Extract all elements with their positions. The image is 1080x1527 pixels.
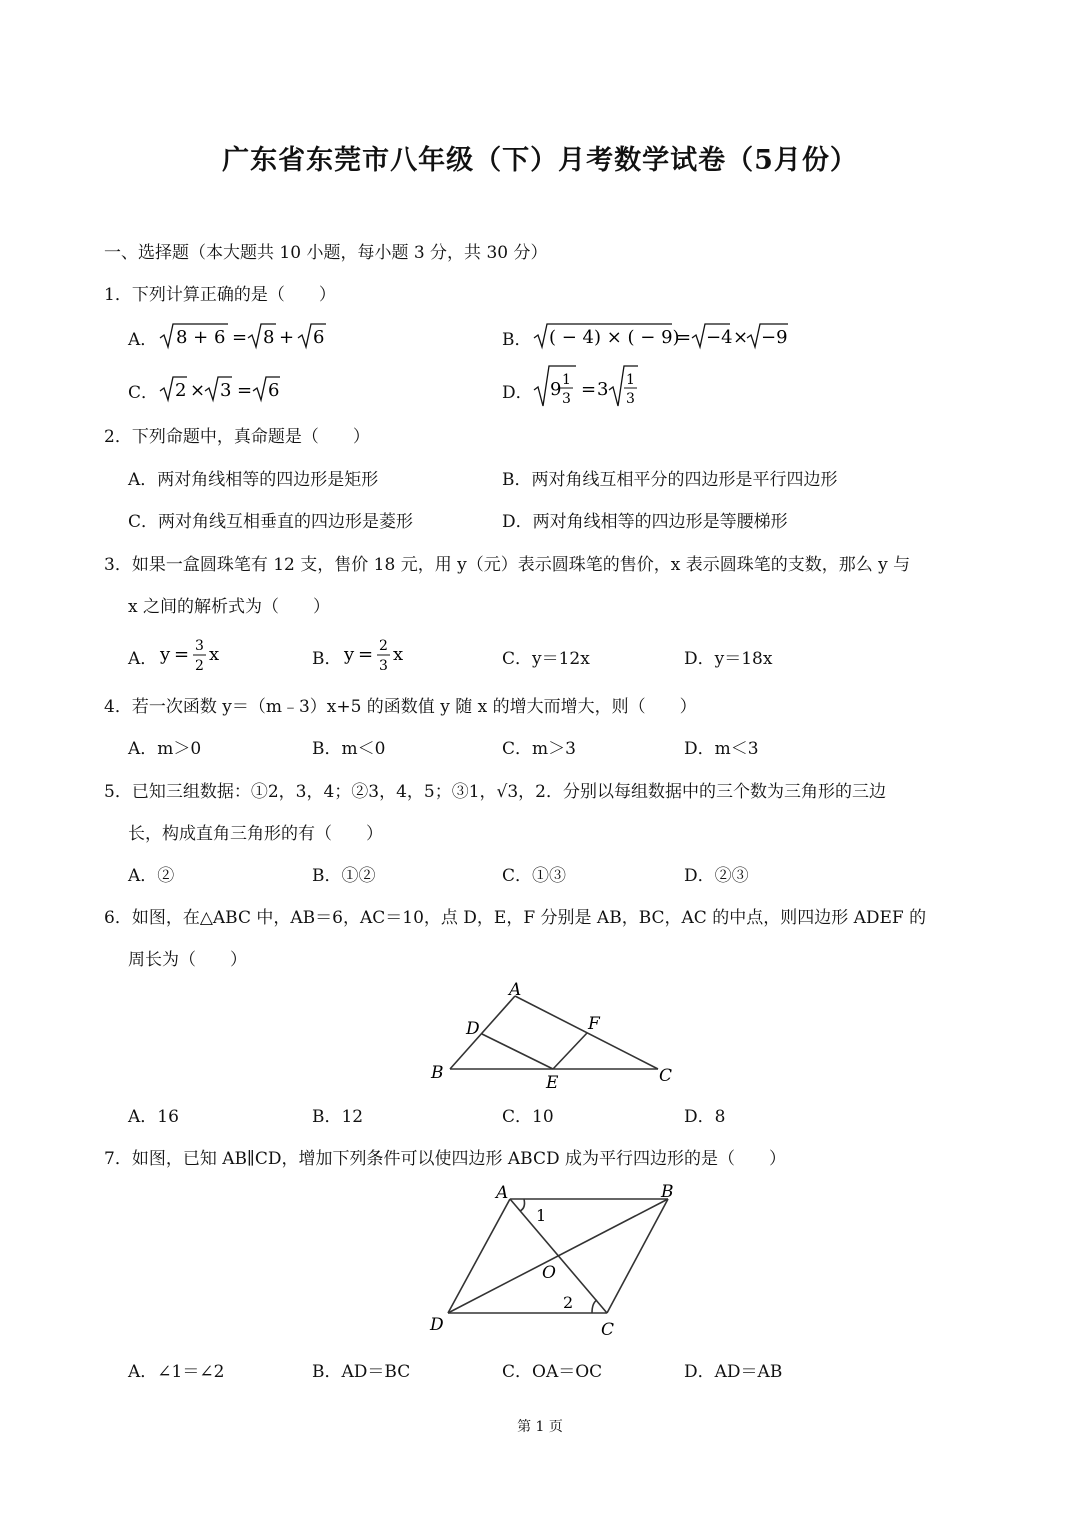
q1d-den: 3 [562, 391, 571, 407]
q5-option-b: B．①② [312, 866, 376, 886]
svg-text:=: = [581, 379, 597, 400]
q3-option-a-formula [158, 632, 238, 676]
q2-option-c: C．两对角线互相垂直的四边形是菱形 [128, 512, 414, 532]
q1a-rhs2: 6 [313, 327, 325, 348]
question-5-stem-line2: 长，构成直角三角形的有（ ） [128, 824, 383, 844]
q1-option-c-label: C． [128, 383, 159, 403]
q6-option-d: D．8 [684, 1107, 726, 1127]
question-5-stem: 5．已知三组数据：①2，3，4；②3，4，5；③1，√3，2．分别以每组数据中的三个数为三角形的三边 [104, 782, 886, 802]
q7-option-b: B．AD＝BC [312, 1362, 411, 1382]
question-7-stem: 7．如图，已知 AB∥CD，增加下列条件可以使四边形 ABCD 成为平行四边形的是（ ） [104, 1149, 787, 1169]
q1-option-c-formula [158, 371, 308, 405]
q1a-rhs1: 8 [263, 327, 275, 348]
q7-option-d: D．AD＝AB [684, 1362, 783, 1382]
label-b: B [661, 1182, 674, 1202]
label-o: O [542, 1263, 556, 1283]
q6-option-c: C．10 [502, 1107, 554, 1127]
label-d: D [466, 1019, 480, 1039]
q4-option-b: B．m＜0 [312, 739, 386, 759]
question-3-stem: 3．如果一盒圆珠笔有 12 支，售价 18 元，用 y（元）表示圆珠笔的售价，x 表示圆珠笔的支数，那么 y 与 [104, 555, 911, 575]
page-title: 广东省东莞市八年级（下）月考数学试卷（5月份） [222, 145, 858, 176]
question-6-stem: 6．如图，在△ABC 中，AB＝6，AC＝10，点 D，E，F 分别是 AB，BC，AC 的中点，则四边形 ADEF 的 [104, 908, 927, 928]
q1b-radicand: ( − 4) × ( − 9) [549, 327, 680, 348]
label-f: F [588, 1014, 600, 1034]
q4-option-c: C．m＞3 [502, 739, 576, 759]
page-number: 第 1 页 [517, 1419, 563, 1435]
q1d-den2: 3 [626, 391, 635, 407]
q2-option-d: D．两对角线相等的四边形是等腰梯形 [502, 512, 788, 532]
question-3-stem-line2: x 之间的解析式为（ ） [128, 597, 330, 617]
q1c-r1: 2 [175, 380, 187, 401]
q3-option-b-label: B． [312, 649, 342, 669]
label-c: C [601, 1320, 615, 1338]
label-a: A [496, 1183, 509, 1203]
q1-option-b-formula [532, 318, 812, 352]
q3-option-c: C．y＝12x [502, 649, 590, 669]
question-4-stem: 4．若一次函数 y＝（m﹣3）x+5 的函数值 y 随 x 的增大而增大，则（ ） [104, 697, 697, 717]
q5-option-d: D．②③ [684, 866, 749, 886]
q1-option-a-label: A． [128, 330, 158, 350]
question-1-stem: 1．下列计算正确的是（ ） [104, 285, 336, 305]
q3-option-b-formula [342, 632, 422, 676]
q1a-radicand: 8 + 6 [176, 327, 226, 348]
svg-text:+: + [279, 327, 295, 348]
q1c-r3: 6 [268, 380, 280, 401]
svg-text:=: = [676, 327, 692, 348]
q1c-r2: 3 [220, 380, 232, 401]
label-a: A [509, 980, 522, 1000]
q1-option-d-formula [532, 362, 662, 410]
label-e: E [546, 1073, 559, 1093]
q1b-rhs1: −4 [706, 327, 733, 348]
q5-option-c: C．①③ [502, 866, 567, 886]
svg-text:=: = [174, 644, 190, 665]
svg-text:x: x [393, 644, 404, 665]
q2-option-b: B．两对角线互相平分的四边形是平行四边形 [502, 470, 838, 490]
q4-option-d: D．m＜3 [684, 739, 759, 759]
q1d-whole: 9 [550, 379, 562, 400]
q6-option-b: B．12 [312, 1107, 364, 1127]
q3b-num: 2 [379, 638, 388, 654]
q1-option-b-label: B． [502, 330, 532, 350]
section-heading: 一、选择题（本大题共 10 小题，每小题 3 分，共 30 分） [104, 243, 548, 263]
angle-2-label: 2 [563, 1293, 574, 1312]
q5-option-a: A．② [128, 866, 175, 886]
question-2-stem: 2．下列命题中，真命题是（ ） [104, 427, 370, 447]
parallelogram-abcd-figure [420, 1178, 690, 1338]
q7-option-a: A．∠1＝∠2 [128, 1362, 225, 1382]
svg-text:y: y [344, 644, 355, 665]
angle-1-label: 1 [536, 1206, 547, 1225]
svg-text:×: × [190, 380, 206, 401]
question-6-stem-line2: 周长为（ ） [128, 950, 247, 970]
q7-option-c: C．OA＝OC [502, 1362, 603, 1382]
svg-text:=: = [358, 644, 374, 665]
svg-text:y: y [160, 644, 171, 665]
label-c: C [659, 1066, 673, 1086]
q3-option-d: D．y＝18x [684, 649, 773, 669]
q1d-num: 1 [562, 372, 571, 388]
q1b-rhs2: −9 [761, 327, 788, 348]
svg-text:=: = [232, 327, 248, 348]
svg-text:=: = [237, 380, 253, 401]
q2-option-a: A．两对角线相等的四边形是矩形 [128, 470, 379, 490]
q3b-den: 3 [379, 658, 388, 674]
triangle-abc-figure [425, 975, 685, 1095]
q4-option-a: A．m＞0 [128, 739, 202, 759]
q1d-coef: 3 [597, 379, 609, 400]
q6-option-a: A．16 [128, 1107, 179, 1127]
svg-text:×: × [733, 327, 749, 348]
q1-option-a-formula [158, 318, 358, 352]
q3a-num: 3 [195, 638, 204, 654]
label-d: D [430, 1315, 444, 1335]
svg-text:x: x [209, 644, 220, 665]
label-b: B [431, 1063, 444, 1083]
q1d-num2: 1 [626, 372, 635, 388]
q3a-den: 2 [195, 658, 204, 674]
q1-option-d-label: D． [502, 383, 533, 403]
q3-option-a-label: A． [128, 649, 158, 669]
